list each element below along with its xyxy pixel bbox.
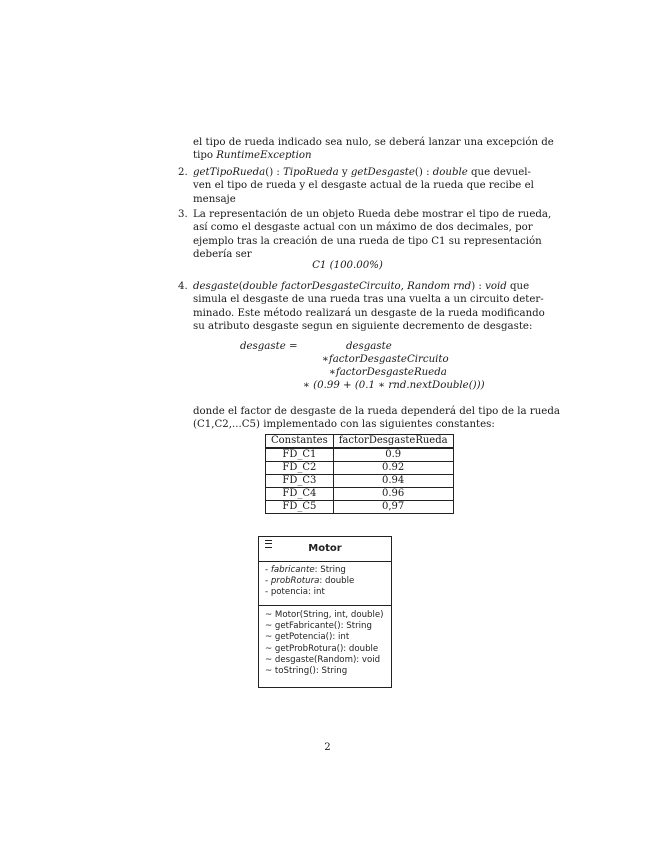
equation-lhs: desgaste = bbox=[240, 341, 298, 352]
uml-class-motor bbox=[258, 536, 392, 688]
table-cell: 0.94 bbox=[333, 475, 453, 488]
text-fragment: que devuel- bbox=[467, 167, 531, 178]
table-cell: 0.9 bbox=[333, 448, 453, 462]
uml-operation: ~ getPotencia(): int bbox=[265, 632, 350, 643]
uml-attributes bbox=[259, 562, 391, 606]
constants-line-1: donde el factor de desgaste de la rueda dependerá del tipo de la rueda bbox=[193, 406, 560, 417]
uml-operation: ~ toString(): String bbox=[265, 666, 348, 677]
item-3-line-1: La representación de un objeto Rueda debe mostrar el tipo de rueda, bbox=[193, 209, 552, 220]
table-cell: 0.92 bbox=[333, 462, 453, 475]
intro-line-1: el tipo de rueda indicado sea nulo, se deberá lanzar una excepción de bbox=[193, 137, 554, 148]
text-fragment: () : bbox=[414, 167, 433, 178]
uml-attribute bbox=[265, 565, 385, 576]
item-2-line-2: ven el tipo de rueda y el desgaste actual de la rueda que recibe el bbox=[193, 180, 534, 192]
type-TipoRueda: TipoRueda bbox=[283, 167, 339, 178]
item-3-line-4: debería ser bbox=[193, 249, 252, 261]
uml-operation: ~ desgaste(Random): void bbox=[265, 654, 381, 665]
representation-example: C1 (100.00%) bbox=[312, 260, 383, 271]
item-4-line-2: simula el desgaste de una rueda tras una vuelta a un circuito deter- bbox=[193, 294, 544, 306]
uml-class-name: Motor bbox=[308, 543, 342, 554]
item-3-line-2: así como el desgaste actual con un máximo de dos decimales, por bbox=[193, 222, 533, 234]
uml-operations bbox=[259, 606, 391, 681]
item-2-line-3: mensaje bbox=[193, 193, 236, 205]
uml-operation: ~ Motor(String, int, double) bbox=[265, 610, 384, 620]
text-fragment: que bbox=[506, 281, 530, 292]
attr-name: potencia bbox=[270, 587, 309, 598]
page-number: 2 bbox=[324, 742, 331, 753]
table-cell: FD_C3 bbox=[266, 475, 334, 488]
attr-visibility: - bbox=[265, 565, 271, 575]
equation-rhs-3: ∗factorDesgasteRueda bbox=[329, 367, 447, 378]
intro-paragraph bbox=[193, 136, 554, 163]
item-4-line-4: su atributo desgaste segun en siguiente decremento de desgaste: bbox=[193, 321, 533, 333]
equation-rhs-1: desgaste bbox=[346, 341, 392, 352]
table-cell: FD_C2 bbox=[266, 462, 334, 475]
attr-type: : String bbox=[314, 565, 346, 575]
text-fragment: ( bbox=[238, 281, 243, 292]
item-4-line-3: minado. Este método realizará un desgaste de la rueda modificando bbox=[193, 307, 545, 319]
type-double: double bbox=[432, 167, 468, 178]
text-fragment: () : bbox=[265, 167, 284, 178]
constants-line-2: (C1,C2,...C5) implementado con las siguientes constantes: bbox=[193, 419, 495, 431]
uml-attribute bbox=[265, 576, 385, 587]
uml-attribute bbox=[265, 587, 385, 598]
header-factor: factorDesgasteRueda bbox=[333, 435, 453, 449]
table-header-row bbox=[266, 435, 454, 449]
uml-operation: ~ getProbRotura(): double bbox=[265, 643, 379, 654]
table-cell: 0.96 bbox=[333, 488, 453, 501]
table-row bbox=[266, 462, 454, 475]
attr-name: probRotura bbox=[270, 576, 320, 587]
item-4-paragraph bbox=[193, 280, 545, 334]
table-row bbox=[266, 448, 454, 462]
method-desgaste: desgaste bbox=[193, 281, 239, 292]
item-4-number: 4. bbox=[178, 281, 188, 292]
table-row bbox=[266, 475, 454, 488]
text-fragment: ) : bbox=[471, 281, 486, 292]
runtime-exception: RuntimeException bbox=[216, 150, 312, 162]
text-fragment: y bbox=[338, 167, 351, 178]
header-constantes: Constantes bbox=[266, 435, 334, 449]
type-void: void bbox=[485, 281, 507, 292]
table-row bbox=[266, 501, 454, 514]
item-3-line-3: ejemplo tras la creación de una rueda de tipo C1 su representación bbox=[193, 235, 542, 247]
attr-type: : int bbox=[308, 587, 325, 598]
attr-visibility: - bbox=[265, 587, 271, 598]
attr-visibility: - bbox=[265, 576, 271, 587]
table-cell: FD_C5 bbox=[266, 501, 334, 514]
method-params: double factorDesgasteCircuito, Random rnd bbox=[242, 281, 472, 292]
attr-name: fabricante bbox=[270, 565, 315, 575]
table-cell: 0,97 bbox=[333, 501, 453, 514]
item-3-number: 3. bbox=[178, 209, 188, 220]
constants-table bbox=[265, 434, 454, 514]
item-2-paragraph bbox=[193, 166, 534, 206]
equation-rhs-4: ∗ (0.99 + (0.1 ∗ rnd.nextDouble())) bbox=[303, 380, 485, 391]
constants-paragraph bbox=[193, 405, 560, 432]
item-3-paragraph bbox=[193, 208, 552, 262]
attr-type: : double bbox=[319, 576, 355, 587]
method-getDesgaste: getDesgaste bbox=[350, 167, 415, 178]
table-row bbox=[266, 488, 454, 501]
method-getTipoRueda: getTipoRueda bbox=[193, 167, 266, 178]
table-cell: FD_C1 bbox=[266, 448, 334, 462]
item-2-number: 2. bbox=[178, 167, 188, 178]
uml-class-header bbox=[259, 537, 391, 562]
equation-rhs-2: ∗factorDesgasteCircuito bbox=[322, 354, 449, 365]
intro-line-2: tipo bbox=[193, 150, 217, 162]
uml-operation: ~ getFabricante(): String bbox=[265, 621, 372, 632]
table-cell: FD_C4 bbox=[266, 488, 334, 501]
